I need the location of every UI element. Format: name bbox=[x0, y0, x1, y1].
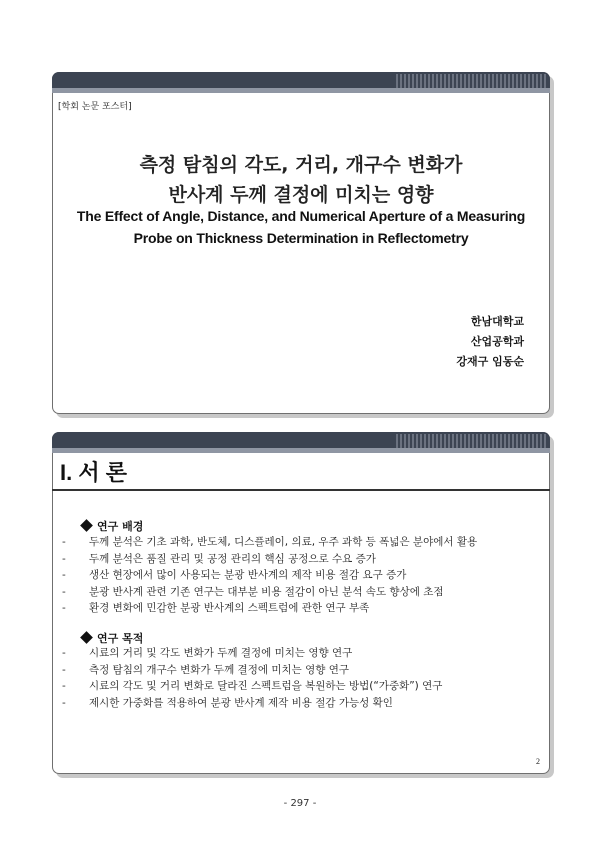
affiliation-department: 산업공학과 bbox=[470, 335, 524, 348]
diamond-bullet-icon bbox=[80, 631, 93, 644]
korean-title-line-2: 반사계 두께 결정에 미치는 영향 bbox=[168, 184, 434, 206]
list-item-text: 시료의 거리 및 각도 변화가 두께 결정에 미치는 영향 연구 bbox=[89, 647, 353, 659]
section-title: I. 서 론 bbox=[60, 460, 127, 485]
list-item-text: 두께 분석은 품질 관리 및 공정 관리의 핵심 공정으로 수요 증가 bbox=[89, 552, 376, 565]
dash-bullet: - bbox=[62, 663, 66, 676]
list-item bbox=[62, 551, 542, 568]
slide-header-bar bbox=[52, 72, 550, 88]
list-item bbox=[62, 678, 542, 695]
slide-header-subbar bbox=[52, 448, 550, 453]
dash-bullet: - bbox=[62, 602, 66, 614]
english-title-line-2: Probe on Thickness Determination in Reflectometry bbox=[133, 230, 469, 246]
diamond-bullet-icon bbox=[80, 519, 93, 532]
authors: 강재구 임동순 bbox=[456, 355, 524, 368]
list-item-text: 환경 변화에 민감한 분광 반사계의 스펙트럼에 관한 연구 부족 bbox=[89, 602, 370, 614]
group-title-purpose bbox=[82, 630, 143, 646]
group-title-text: 연구 목적 bbox=[97, 632, 144, 645]
header-stripes bbox=[396, 74, 546, 88]
list-item bbox=[62, 534, 542, 551]
list-item-text: 분광 반사계 관련 기존 연구는 대부분 비용 절감이 아닌 분석 속도 향상에 초점 bbox=[89, 585, 444, 598]
group-title-text: 연구 배경 bbox=[97, 520, 144, 533]
dash-bullet: - bbox=[62, 647, 66, 659]
purpose-list bbox=[62, 645, 542, 711]
introduction-slide bbox=[52, 432, 550, 774]
list-item bbox=[62, 600, 542, 617]
slide-number: 2 bbox=[536, 757, 540, 766]
list-item-text: 두께 분석은 기초 과학, 반도체, 디스플레이, 의료, 우주 과학 등 폭넓은 분야에서 활용 bbox=[89, 536, 478, 548]
group-title-background bbox=[82, 518, 143, 534]
header-stripes bbox=[396, 434, 546, 448]
slide-header-bar bbox=[52, 432, 550, 448]
english-title-line-1: The Effect of Angle, Distance, and Numerical Aperture of a Measuring bbox=[76, 208, 526, 224]
korean-title-line-1: 측정 탐침의 각도, 거리, 개구수 변화가 bbox=[139, 154, 463, 176]
list-item bbox=[62, 695, 542, 712]
list-item-text: 측정 탐침의 개구수 변화가 두께 결정에 미치는 영향 연구 bbox=[89, 663, 349, 676]
list-item-text: 생산 현장에서 많이 사용되는 분광 반사계의 제작 비용 절감 요구 증가 bbox=[89, 569, 407, 581]
background-list bbox=[62, 534, 542, 617]
dash-bullet: - bbox=[62, 680, 66, 692]
affiliation-university: 한남대학교 bbox=[470, 315, 524, 328]
list-item bbox=[62, 567, 542, 584]
slide-header-subbar bbox=[52, 88, 550, 93]
list-item-text: 시료의 각도 및 거리 변화로 달라진 스펙트럼을 복원하는 방법(“가중화”) 연구 bbox=[89, 680, 443, 692]
dash-bullet: - bbox=[62, 536, 66, 548]
poster-tag: [학회 논문 포스터] bbox=[58, 102, 132, 112]
page-number: - 297 - bbox=[283, 798, 317, 809]
title-slide bbox=[52, 72, 550, 414]
list-item bbox=[62, 662, 542, 679]
list-item bbox=[62, 645, 542, 662]
section-divider bbox=[52, 489, 550, 491]
list-item bbox=[62, 584, 542, 601]
dash-bullet: - bbox=[62, 552, 66, 565]
dash-bullet: - bbox=[62, 585, 66, 598]
dash-bullet: - bbox=[62, 569, 66, 581]
list-item-text: 제시한 가중화를 적용하여 분광 반사계 제작 비용 절감 가능성 확인 bbox=[89, 696, 393, 709]
dash-bullet: - bbox=[62, 696, 66, 709]
